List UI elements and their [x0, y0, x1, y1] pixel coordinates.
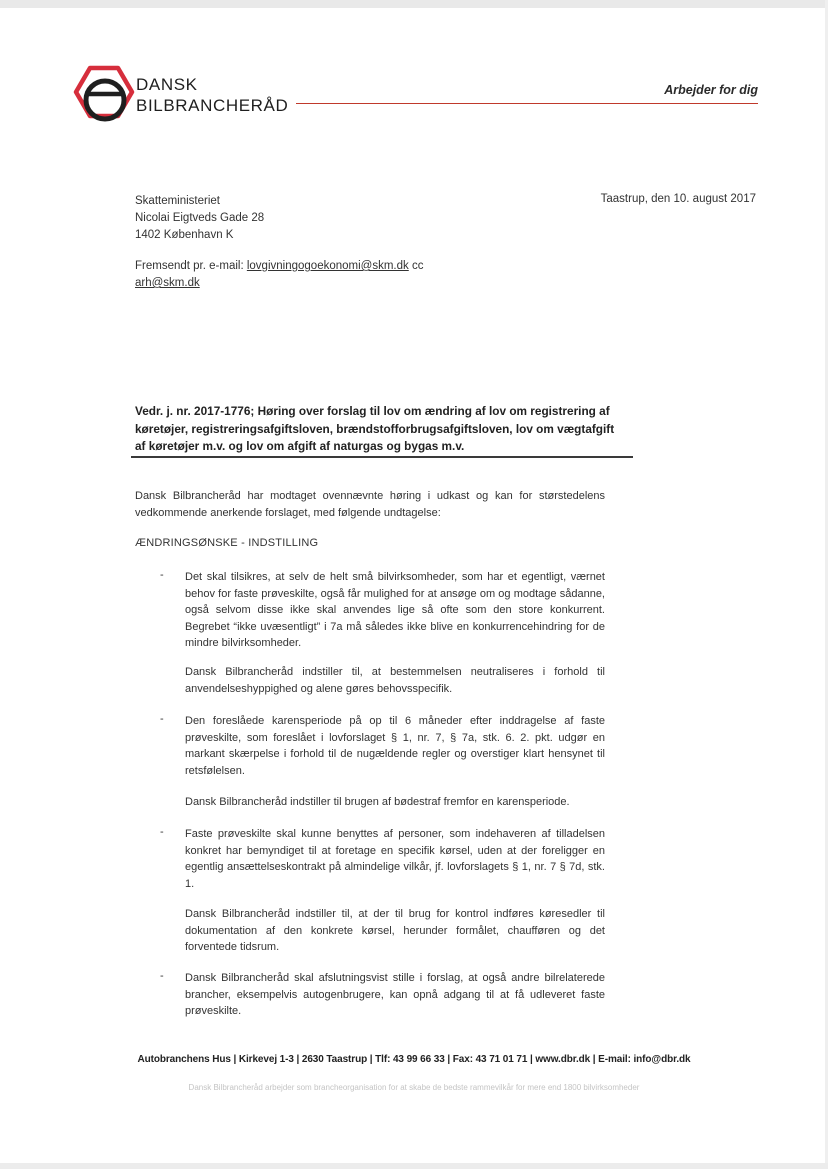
sent-by-email — [135, 258, 423, 292]
cc-label: cc — [411, 260, 424, 272]
tagline: Arbejder for dig — [664, 83, 758, 97]
recipient-line-1: Skatteministeriet — [135, 195, 221, 207]
bullet-2-text: Den foreslåede karensperiode på op til 6 måneder efter inddragelse af faste prøveskilte, som foreslået i lovforslaget § 1, nr. 7, § 7a, stk. 6. 2. pkt. udgør en markant skærpelse i forhold til de nugældende regler og overstiger klart hensynet til retsfølelsen. — [185, 715, 605, 777]
bullet-3-text: Faste prøveskilte skal kunne benyttes af personer, som indehaveren af tilladelsen konkret har bemyndiget til at foretage en specifik kørsel, uden at der foreligger en egentlig ansættelseskontrakt på almindelige vilkår, jf. lovforslagets § 1, nr. 7 § 7d, stk. 1. — [185, 828, 605, 890]
footer-note: Dansk Bilbrancheråd arbejder som brancheorganisation for at skabe de bedste rammevilkår for mere end 1800 bilvirksomheder — [188, 1083, 640, 1092]
bullet-3-recommendation: Dansk Bilbrancheråd indstiller til, at der til brug for kontrol indføres køresedler til dokumentation af den konkrete kørsel, herunder formålet, chaufføren og det forventede tidsrum. — [185, 908, 605, 953]
recipient-line-3: 1402 København K — [135, 229, 234, 241]
footer-address: Autobranchens Hus | Kirkevej 1-3 | 2630 Taastrup | Tlf: 43 99 66 33 | Fax: 43 71 01 71 | www.dbr.dk | E-mail: info@dbr.dk — [137, 1054, 691, 1065]
dbr-logo-icon — [72, 62, 136, 126]
logo-circle — [86, 81, 124, 119]
header-rule — [296, 103, 758, 104]
bullet-2-recommendation: Dansk Bilbrancheråd indstiller til brugen af bødestraf fremfor en karensperiode. — [185, 796, 570, 808]
bullet-1-recommendation: Dansk Bilbrancheråd indstiller til, at bestemmelsen neutraliseres i forhold til anvendelseshyppighed og alene gøres behovsspecifik. — [185, 666, 605, 695]
brand-name — [136, 74, 288, 116]
email-link-2[interactable]: arh@skm.dk — [135, 277, 200, 289]
brand-line-1: DANSK — [136, 75, 198, 94]
subject-heading: Vedr. j. nr. 2017-1776; Høring over forslag til lov om ændring af lov om registrering af køretøjer, registreringsafgiftsloven, brændstofforbrugsafgiftsloven, lov om vægtafgift af køretøjer m.v. og lov om afgift af naturgas og bygas m.v. — [135, 404, 615, 453]
recipient-line-2: Nicolai Eigtveds Gade 28 — [135, 212, 265, 224]
scan-edge-bottom — [0, 1163, 828, 1169]
email-link-1[interactable]: lovgivningogoekonomi@skm.dk — [246, 260, 409, 272]
bullet-1-text: Det skal tilsikres, at selv de helt små bilvirksomheder, som har et egentligt, værnet behov for faste prøveskilte, også får mulighed for at ansøge om og modtage sådanne, også selvom disse ikke skal anvendes lige så ofte som den store konkurrent. Begrebet “ikke uvæsentligt” i 7a må således ikke blive en konkurrencehindring for de mindre bilvirksomheder. — [185, 571, 605, 649]
bullet-dash-3: - — [160, 826, 164, 838]
bullet-dash-2: - — [160, 713, 164, 725]
bullet-dash-1: - — [160, 569, 164, 581]
bullet-4-text: Dansk Bilbrancheråd skal afslutningsvist stille i forslag, at også andre bilrelaterede brancher, eksempelvis autogenbrugere, kan opnå adgang til at få udleveret faste prøveskilte. — [185, 972, 605, 1017]
letter-date: Taastrup, den 10. august 2017 — [600, 193, 756, 205]
section-heading: ÆNDRINGSØNSKE - INDSTILLING — [135, 537, 319, 549]
bullet-dash-4: - — [160, 970, 164, 982]
brand-line-2: BILBRANCHERÅD — [136, 96, 289, 115]
recipient-address — [135, 193, 264, 244]
sent-prefix: Fremsendt pr. e-mail: — [135, 260, 244, 272]
subject-rule — [131, 456, 633, 458]
intro-paragraph: Dansk Bilbrancheråd har modtaget ovennævnte høring i udkast og kan for størstedelens vedkommende anerkende forslaget, med følgende undtagelse: — [135, 490, 605, 519]
scan-edge-top — [0, 0, 828, 8]
